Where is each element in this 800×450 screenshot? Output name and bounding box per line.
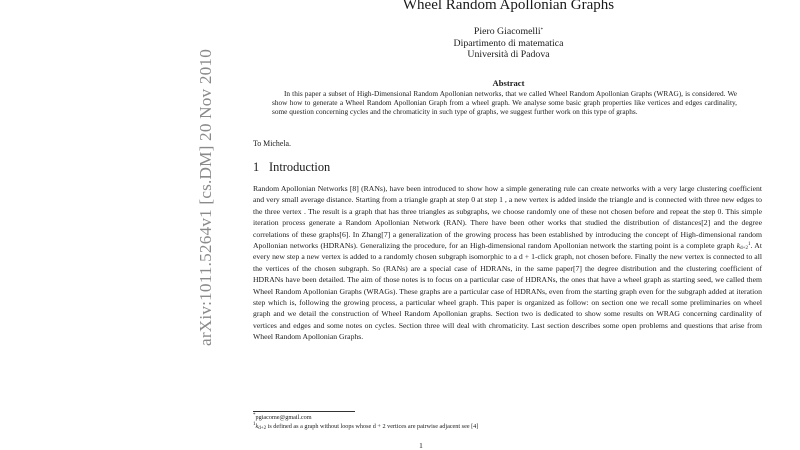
paper-title: Wheel Random Apollonian Graphs	[402, 0, 615, 13]
footnote-ref-1: 1	[747, 242, 751, 248]
author-footnote-mark: *	[540, 28, 544, 33]
footnote-1-math-sub: d+2	[258, 426, 267, 431]
footnote-1-mark: 1	[253, 422, 256, 427]
arxiv-identifier-text: arXiv:1011.5264v1 [cs.DM] 20 Nov 2010	[196, 48, 215, 346]
introduction-paragraph	[253, 183, 762, 343]
dedication: To Michela.	[253, 139, 292, 148]
section-title: Introduction	[269, 160, 331, 174]
footnote-email-mark: *	[253, 413, 256, 418]
footnote-1-text: is defined as a graph without loops whose d + 2 vertices are pairwise adjacent see [4]	[266, 423, 479, 430]
author-department: Dipartimento di matematica	[453, 37, 564, 49]
author-university: Università di Padova	[467, 49, 550, 60]
author-block	[253, 26, 764, 61]
footnote-email	[253, 413, 478, 422]
footnote-1-math-k: k	[255, 423, 259, 430]
section-number: 1	[253, 160, 260, 174]
author-name	[253, 26, 764, 38]
footnote-divider	[253, 411, 355, 412]
page-number: 1	[419, 441, 423, 450]
abstract-text: In this paper a subset of High-Dimensional Random Apollonian networks, that we called Wheel Random Apollonian Graphs (WRAG), is considered. We show how to generate a Wheel Random Apollonian Graph from a wheel graph. We analyse some basic graph properties like vertices and edges cardinality, some question concerning cycles and the chromaticity in such type of graphs, we suggest further work on this type of graphs.	[272, 89, 737, 117]
footnote-1	[253, 422, 478, 431]
math-k-subscript: d+2	[740, 246, 748, 252]
abstract-heading: Abstract	[492, 78, 525, 88]
introduction-text-part1: Random Apollonian Networks [8] (RANs), have been introduced to show how a simple generating rule can create networks with a very large clustering coefficient and very small average distance. Starting from a triangle graph at step 0 at step 1 , a new vertex is added inside the triangle and is connected with three new edges to the three vertex . The result is a graph that has three triangles as subgraphs, we choose randomly one of these not chosen before and repeat the step 0. This simple iteration process generate a Random Apollonian Network (RAN). There have been other works that studied the distribution of distances[2] and the degree correlations of these graphs[6]. In Zhang[7] a generalization of the growing process has been established by introducing the concept of High-dimensional random Apollonian networks (HDRANs). Generalizing the procedure, for an High-dimensional random Apollonian network the starting point is a complete graph	[253, 184, 762, 251]
section-heading-introduction	[253, 160, 330, 175]
introduction-text-part2: . At every new step a new vertex is added to a randomly chosen subgraph isomorphic to a d + 1-click graph, not chosen before. Finally the new vertex is connected to all the vertices of the chosen subgraph. So (RANs) are a special case of HDRANs, in the same paper[7] the degree distribution and the clustering coefficient of HDRANs have been detailed. The aim of those notes is to focus on a particular case of HDRANs, the ones that have a wheel graph as starting seed, we called them Wheel Random Apollonian Graphs (WRAGs). These graphs are a particular case of HDRANs, even from the starting graph even for the subgraph added at iteration step which is, following the growing process, a particular wheel graph. This paper is organized as follow: on section one we recall some preliminaries on wheel graph and we detail the construction of Wheel Random Apollonian graphs. Section two is dedicated to show some results on WRAG concerning cardinality of vertices and edges and some notes on cycles. Section three will deal with chromaticity. Last section describes some open problems and questions that arise from Wheel Random Apollonian Graphs.	[253, 241, 762, 342]
footnotes	[253, 413, 478, 431]
math-k: k	[736, 241, 741, 251]
footnote-email-text: pgiacome@gmail.com	[255, 414, 312, 421]
author-name-text: Piero Giacomelli	[473, 26, 541, 37]
